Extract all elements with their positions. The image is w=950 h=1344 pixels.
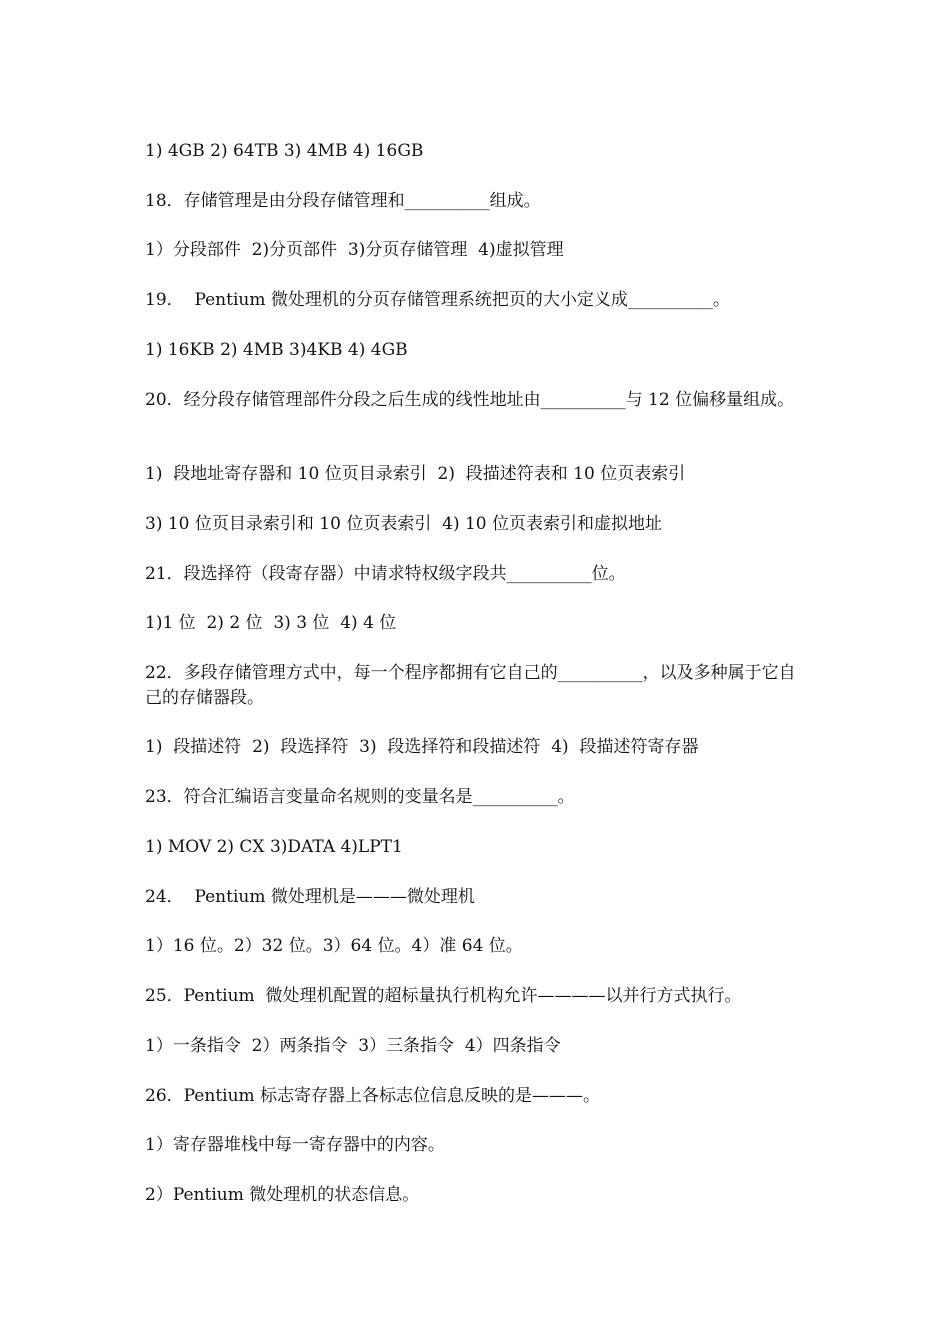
question-19: 19． Pentium 微处理机的分页存储管理系统把页的大小定义成__________。 (145, 290, 730, 310)
answer-options-20-a: 1) 段地址寄存器和 10 位页目录索引 2) 段描述符表和 10 位页表索引 (145, 464, 686, 484)
answer-options-20-b: 3) 10 位页目录索引和 10 位页表索引 4) 10 位页表索引和虚拟地址 (145, 514, 663, 534)
question-21: 21．段选择符（段寄存器）中请求特权级字段共__________位。 (145, 564, 626, 584)
answer-options-23: 1) MOV 2) CX 3)DATA 4)LPT1 (145, 837, 403, 857)
answer-options-21: 1)1 位 2) 2 位 3) 3 位 4) 4 位 (145, 613, 397, 633)
answer-option-26-2: 2）Pentium 微处理机的状态信息。 (145, 1185, 420, 1205)
question-24: 24． Pentium 微处理机是———微处理机 (145, 887, 475, 907)
answer-option-26-1: 1）寄存器堆栈中每一寄存器中的内容。 (145, 1135, 445, 1155)
answer-options-22: 1) 段描述符 2) 段选择符 3) 段选择符和段描述符 4) 段描述符寄存器 (145, 737, 699, 757)
question-20: 20．经分段存储管理部件分段之后生成的线性地址由__________与 12 位偏移量组成。 (145, 390, 795, 410)
answer-options-17: 1) 4GB 2) 64TB 3) 4MB 4) 16GB (145, 141, 424, 161)
question-26: 26．Pentium 标志寄存器上各标志位信息反映的是———。 (145, 1086, 601, 1106)
question-23: 23．符合汇编语言变量命名规则的变量名是__________。 (145, 787, 575, 807)
question-22: 22．多段存储管理方式中，每一个程序都拥有它自己的__________，以及多种属于它自己的存储器段。 (145, 663, 796, 708)
question-18: 18．存储管理是由分段存储管理和__________组成。 (145, 191, 541, 211)
answer-options-18: 1）分段部件 2)分页部件 3)分页存储管理 4)虚拟管理 (145, 240, 564, 260)
answer-options-25: 1）一条指令 2）两条指令 3）三条指令 4）四条指令 (145, 1036, 561, 1056)
answer-options-19: 1) 16KB 2) 4MB 3)4KB 4) 4GB (145, 340, 408, 360)
question-25: 25．Pentium 微处理机配置的超标量执行机构允许————以并行方式执行。 (145, 986, 742, 1006)
answer-options-24: 1）16 位。2）32 位。3）64 位。4）准 64 位。 (145, 936, 523, 956)
